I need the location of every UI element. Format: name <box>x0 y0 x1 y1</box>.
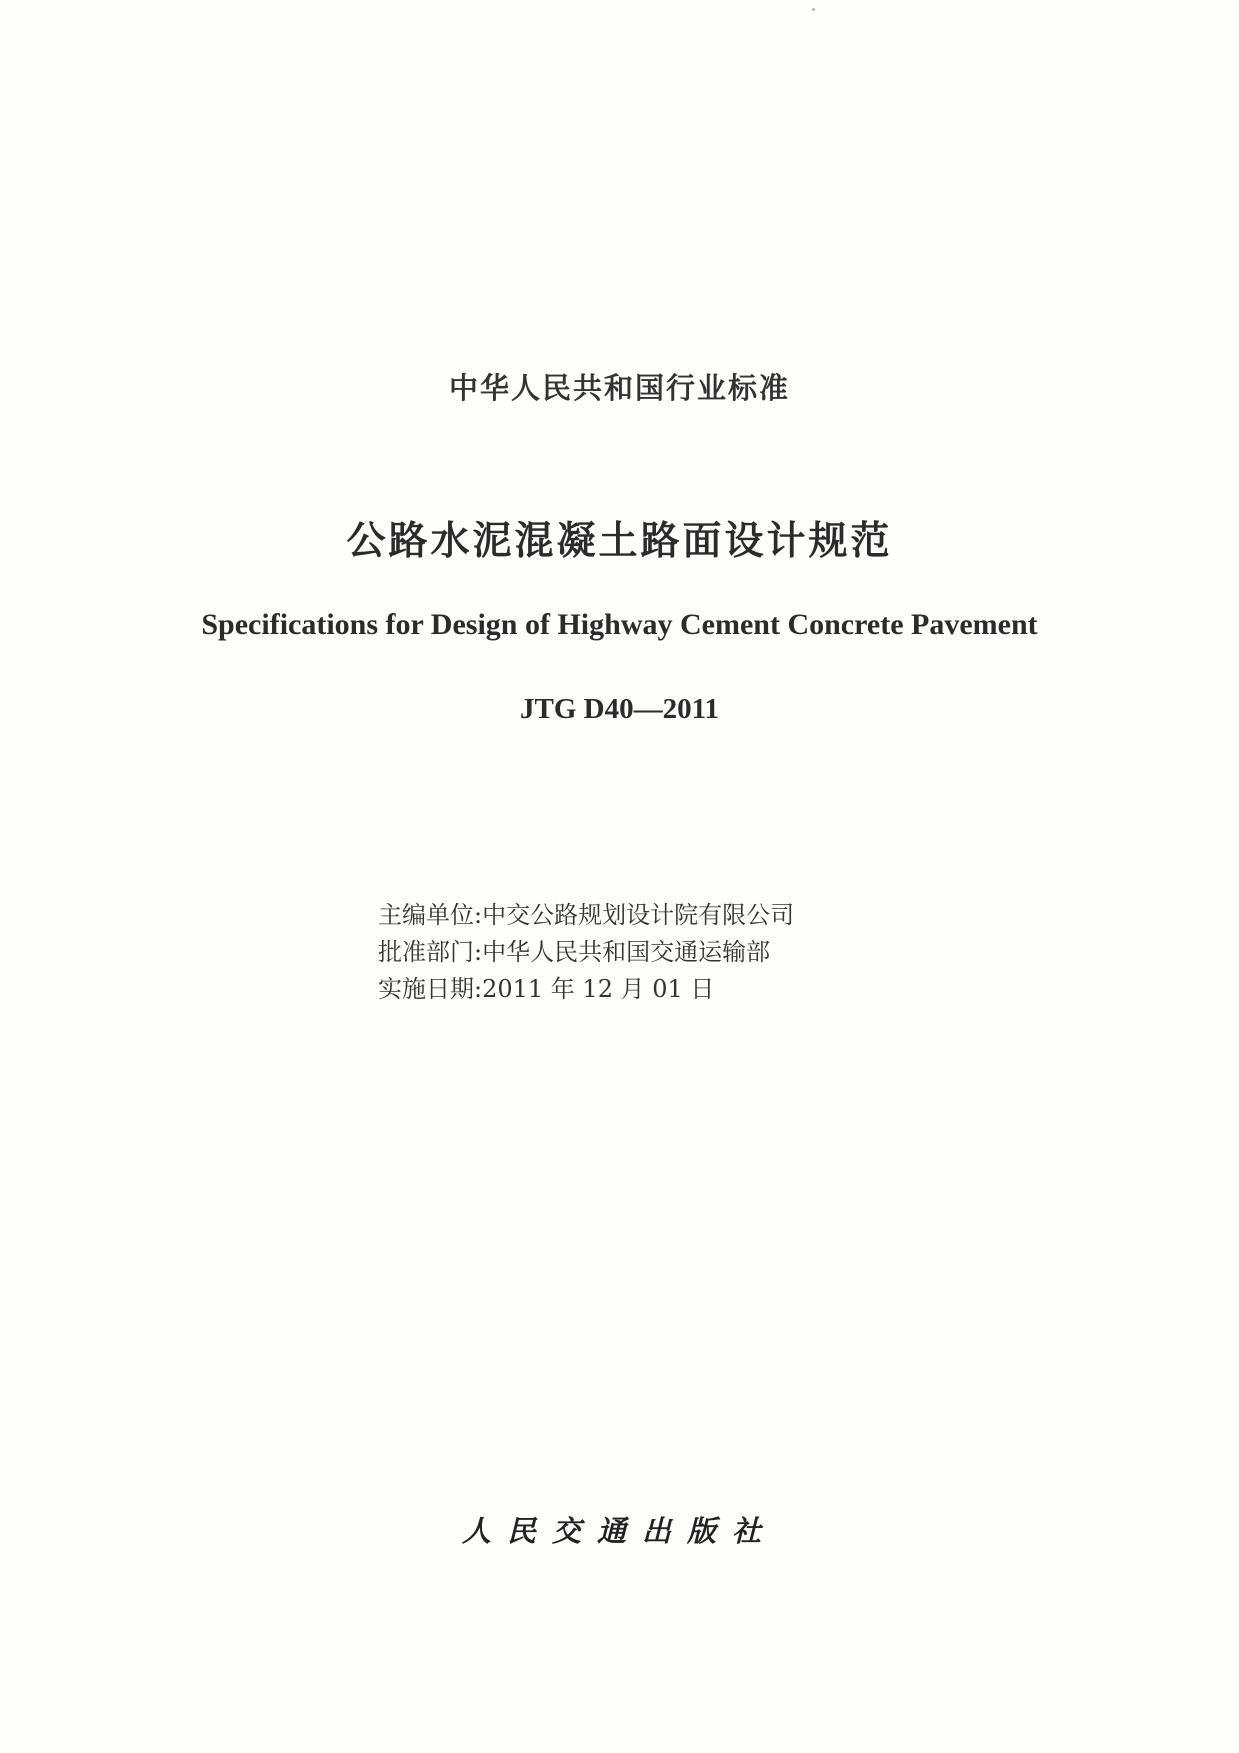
scan-speck <box>812 8 815 11</box>
document-title-chinese: 公路水泥混凝土路面设计规范 <box>346 519 893 564</box>
publisher-name: 人民交通出版社 <box>461 1514 777 1548</box>
publication-info <box>378 897 794 1008</box>
industry-standard-label: 中华人民共和国行业标准 <box>448 371 790 405</box>
standard-code: JTG D40—2011 <box>520 693 719 725</box>
effective-date-line: 实施日期:2011 年 12 月 01 日 <box>378 975 715 1003</box>
document-title-english: Specifications for Design of Highway Cement Concrete Pavement <box>201 608 1038 641</box>
editor-unit-line: 主编单位:中交公路规划设计院有限公司 <box>378 901 795 929</box>
approval-department-line: 批准部门:中华人民共和国交通运输部 <box>378 938 771 966</box>
